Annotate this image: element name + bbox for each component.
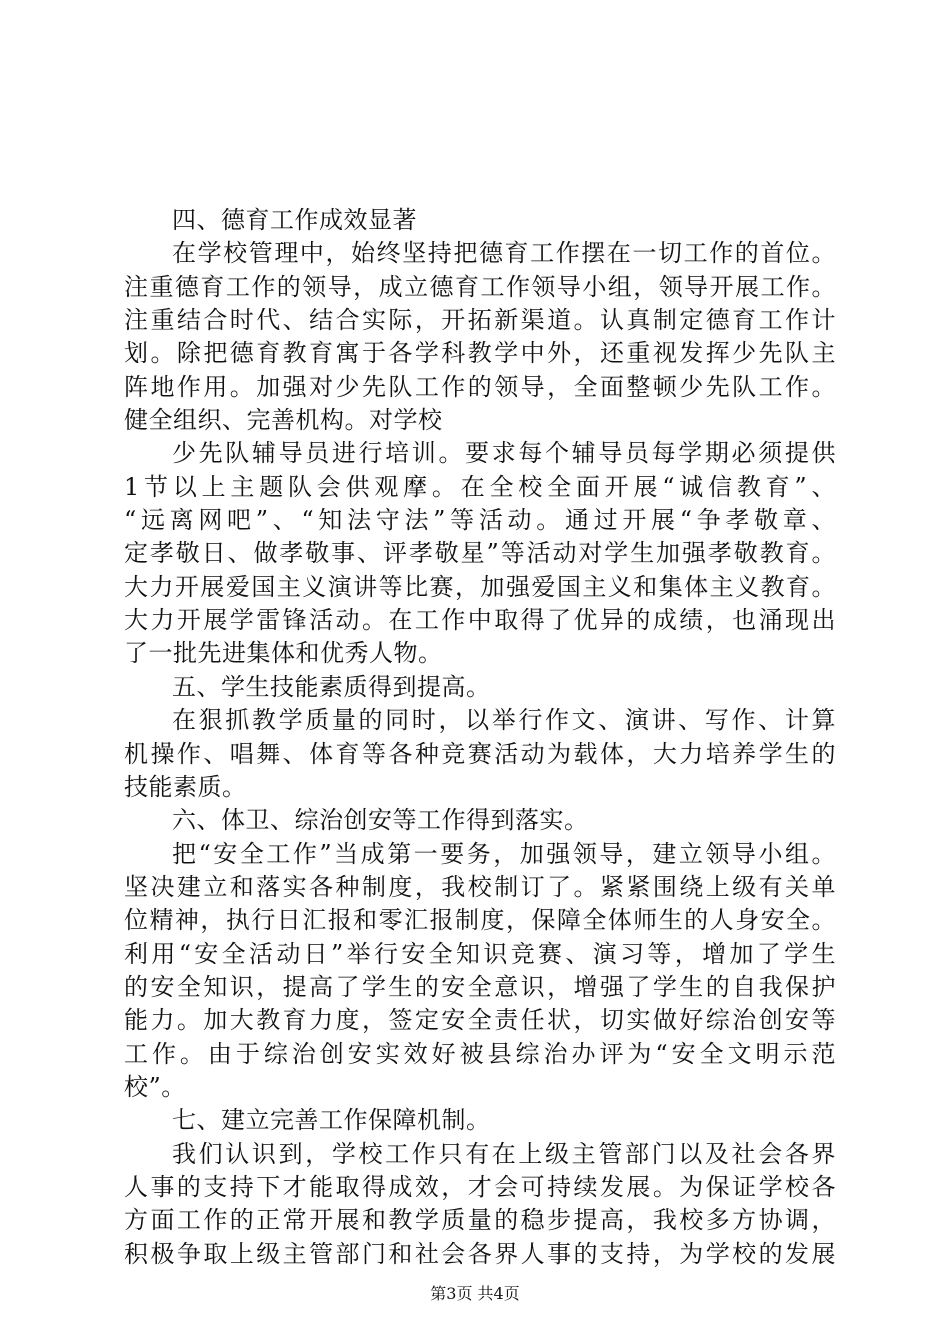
text-line: 1节以上主题队会供观摩。在全校全面开展“诚信教育”、 bbox=[124, 472, 836, 501]
text-line: 位精神，执行日汇报和零汇报制度，保障全体师生的人身安全。 bbox=[124, 906, 836, 935]
text-line: 大力开展爱国主义演讲等比赛，加强爱国主义和集体主义教育。 bbox=[124, 572, 836, 601]
text-line: 在狠抓教学质量的同时，以举行作文、演讲、写作、计算 bbox=[172, 706, 836, 735]
text-line: 校”。 bbox=[124, 1072, 186, 1101]
text-line: 注重德育工作的领导，成立德育工作领导小组，领导开展工作。 bbox=[124, 272, 836, 301]
text-line: 定孝敬日、做孝敬事、评孝敬星”等活动对学生加强孝敬教育。 bbox=[124, 539, 836, 568]
text-line: 人事的支持下才能取得成效，才会可持续发展。为保证学校各 bbox=[124, 1172, 836, 1201]
page-number-label: 第3页 共4页 bbox=[430, 1284, 520, 1303]
text-line: 坚决建立和落实各种制度，我校制订了。紧紧围绕上级有关单 bbox=[124, 872, 836, 901]
text-line: 划。除把德育教育寓于各学科教学中外，还重视发挥少先队主 bbox=[124, 339, 836, 368]
text-line: 方面工作的正常开展和教学质量的稳步提高，我校多方协调， bbox=[124, 1206, 836, 1235]
text-line: 工作。由于综治创安实效好被县综治办评为“安全文明示范 bbox=[124, 1039, 836, 1068]
text-line: 技能素质。 bbox=[124, 772, 247, 801]
text-line: 能力。加大教育力度，签定安全责任状，切实做好综治创安等 bbox=[124, 1006, 836, 1035]
text-line: 积极争取上级主管部门和社会各界人事的支持，为学校的发展 bbox=[124, 1239, 836, 1268]
document-body bbox=[124, 204, 836, 1271]
text-line: 利用“安全活动日”举行安全知识竞赛、演习等，增加了学生 bbox=[124, 939, 836, 968]
text-line: 健全组织、完善机构。对学校 bbox=[124, 406, 443, 435]
text-line: 少先队辅导员进行培训。要求每个辅导员每学期必须提供 bbox=[172, 439, 836, 468]
text-line: 六、体卫、综治创安等工作得到落实。 bbox=[172, 806, 589, 835]
text-line: 阵地作用。加强对少先队工作的领导，全面整顿少先队工作。 bbox=[124, 372, 836, 401]
text-line: 了一批先进集体和优秀人物。 bbox=[124, 639, 443, 668]
text-line: 把“安全工作”当成第一要务，加强领导，建立领导小组。 bbox=[172, 839, 836, 868]
text-line: “远离网吧”、“知法守法”等活动。通过开展“争孝敬章、 bbox=[124, 506, 836, 535]
text-line: 四、德育工作成效显著 bbox=[172, 206, 417, 234]
text-line: 大力开展学雷锋活动。在工作中取得了优异的成绩，也涌现出 bbox=[124, 606, 836, 635]
page-number-footer bbox=[0, 1284, 950, 1304]
text-line: 在学校管理中，始终坚持把德育工作摆在一切工作的首位。 bbox=[172, 239, 836, 268]
text-line: 机操作、唱舞、体育等各种竞赛活动为载体，大力培养学生的 bbox=[124, 739, 836, 768]
text-line: 七、建立完善工作保障机制。 bbox=[172, 1106, 491, 1135]
text-line: 注重结合时代、结合实际，开拓新渠道。认真制定德育工作计 bbox=[124, 306, 836, 335]
text-line: 五、学生技能素质得到提高。 bbox=[172, 672, 491, 701]
text-line: 的安全知识，提高了学生的安全意识，增强了学生的自我保护 bbox=[124, 972, 836, 1001]
text-line: 我们认识到，学校工作只有在上级主管部门以及社会各界 bbox=[172, 1139, 836, 1168]
